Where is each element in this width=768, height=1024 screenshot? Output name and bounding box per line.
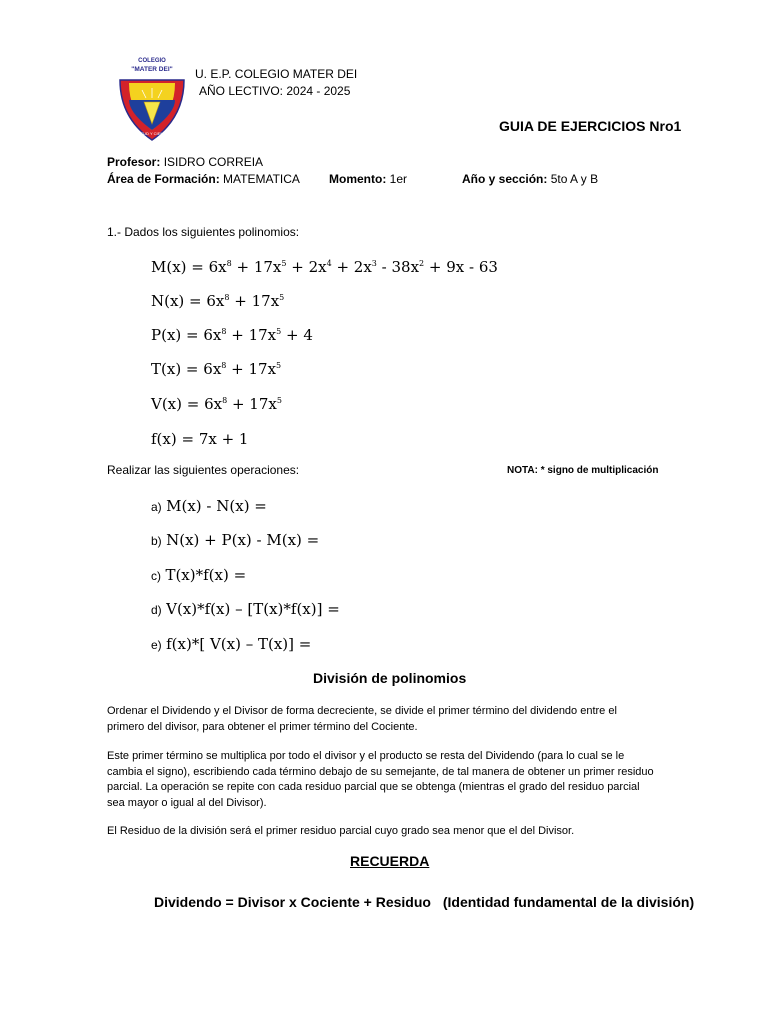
page-title: GUIA DE EJERCICIOS Nro1	[499, 118, 682, 134]
anio-line	[462, 172, 598, 186]
poly-v: $V(x) = 6x^8 + 17x^5$	[151, 395, 282, 413]
operations-intro: Realizar las siguientes operaciones:	[107, 463, 300, 477]
school-year: AÑO LECTIVO: 2024 - 2025	[199, 84, 351, 98]
poly-n: $N(x) = 6x^8 + 17x^5$	[151, 292, 285, 310]
profesor-label: Profesor:	[107, 155, 161, 169]
anio-label: Año y sección:	[462, 172, 548, 186]
division-paragraph-1: Ordenar el Dividendo y el Divisor de forma decreciente, se divide el primer término del dividendo entre el primero del divisor, para obtener el primer término del Cociente.	[107, 705, 617, 733]
poly-m: $M(x) = 6x^8 + 17x^5 + 2x^4 + 2x^3 - 38x^2 + 9x - 63$	[151, 258, 498, 276]
operation-d	[151, 600, 340, 619]
division-paragraph-2: Este primer término se multiplica por todo el divisor y el producto se resta del Dividendo (para lo cual se le cambia el signo), escribiendo cada término debajo de su semejante, de tal manera de obtener un primer residuo parcial. La operación se repite con cada residuo parcial que se obtenga (mientras el grado del residuo parcial sea mayor o igual al del Divisor).	[107, 750, 654, 809]
school-name: U. E.P. COLEGIO MATER DEI	[195, 67, 358, 81]
identity-formula: Dividendo = Divisor x Cociente + Residuo	[154, 894, 431, 910]
operation-a-label: a)	[151, 500, 162, 514]
logo-text-name: "MATER DEI"	[131, 66, 173, 73]
poly-f: f(x) = 7x + 1	[151, 430, 249, 448]
operation-d-expr: V(x)*f(x) – [T(x)*f(x)] =	[166, 600, 340, 618]
operation-e-expr: f(x)*[ V(x) – T(x)] =	[166, 635, 312, 653]
division-heading: División de polinomios	[313, 670, 467, 686]
operation-e	[151, 635, 311, 654]
identity-note: (Identidad fundamental de la división)	[442, 894, 695, 910]
logo-text-motto: VIRTUD Y CIENCIA	[134, 131, 170, 136]
operation-c-label: c)	[151, 569, 161, 583]
poly-t: $T(x) = 6x^8 + 17x^5$	[151, 360, 282, 378]
momento-label: Momento:	[329, 172, 387, 186]
operation-a	[151, 497, 267, 516]
operation-c-expr: T(x)*f(x) =	[165, 566, 247, 584]
logo-text-top: COLEGIO	[138, 58, 166, 64]
operation-c	[151, 566, 246, 585]
operation-d-label: d)	[151, 603, 162, 617]
school-logo	[116, 58, 188, 142]
operation-b-expr: N(x) + P(x) - M(x) =	[166, 531, 320, 549]
area-value: MATEMATICA	[223, 172, 300, 186]
operation-b	[151, 531, 319, 550]
anio-value: 5to A y B	[550, 172, 599, 186]
profesor-line	[107, 155, 263, 169]
operation-e-label: e)	[151, 638, 162, 652]
momento-value: 1er	[389, 172, 408, 186]
division-paragraph-3: El Residuo de la división será el primer residuo parcial cuyo grado sea menor que el del Divisor.	[107, 825, 575, 837]
poly-p: $P(x) = 6x^8 + 17x^5 + 4$	[151, 326, 313, 344]
momento-line	[329, 172, 407, 186]
exercise-intro: 1.- Dados los siguientes polinomios:	[107, 225, 300, 239]
operation-a-expr: M(x) - N(x) =	[166, 497, 267, 515]
area-line	[107, 172, 300, 186]
area-label: Área de Formación:	[107, 172, 220, 186]
identity-line	[154, 894, 694, 910]
nota: NOTA: * signo de multiplicación	[507, 465, 659, 476]
operation-b-label: b)	[151, 534, 162, 548]
profesor-value: ISIDRO CORREIA	[163, 155, 264, 169]
recuerda-heading: RECUERDA	[350, 853, 430, 869]
